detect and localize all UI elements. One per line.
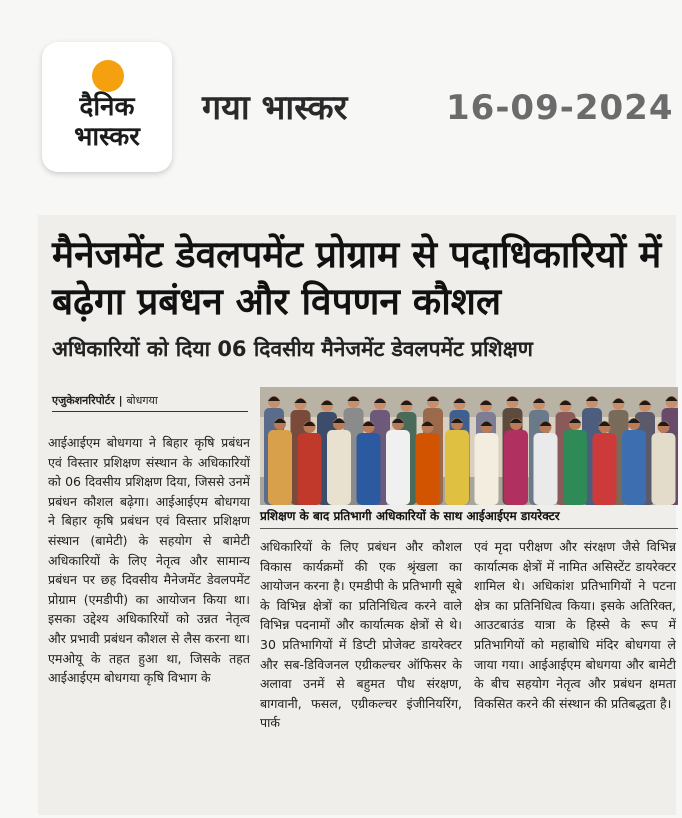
- logo-text-dainik: दैनिक: [79, 92, 135, 122]
- edition-date: 16-09-2024: [446, 88, 674, 128]
- photo-caption: प्रशिक्षण के बाद प्रतिभागी अधिकारियों के साथ आईआईएम डायरेक्टर: [260, 507, 678, 529]
- byline-reporter: एजुकेशनरिपोर्टर: [52, 394, 115, 407]
- logo-text-bhaskar: भास्कर: [74, 122, 140, 152]
- article-column-3: एवं मृदा परीक्षण और संरक्षण जैसे विभिन्न कार्यात्मक क्षेत्रों में नामित असिस्टेंट डायरेक्टर शामिल थे। अधिकांश प्रतिभागियों ने पटना क्षेत्र का प्रतिनिधित्व किया। इसके अतिरिक्त, आउटबाउंड यात्रा के हिस्से के रूप में प्रतिभागियों को महाबोधि मंदिर बोधगया ले जाया गया। आईआईएम बोधगया और बामेटी के बीच सहयोग नेतृत्व और प्रबंधन क्षमता विकसित करने की संस्थान की प्रतिबद्धता है।: [474, 539, 676, 711]
- article-subheadline: अधिकारियों को दिया 06 दिवसीय मैनेजमेंट डेवलपमेंट प्रशिक्षण: [52, 337, 533, 361]
- masthead-header: [0, 0, 682, 200]
- group-photo-illustration: [260, 387, 678, 505]
- article-column-1: आईआईएम बोधगया ने बिहार कृषि प्रबंधन एवं विस्तार प्रशिक्षण संस्थान के अधिकारियों को 06 दिवसीय प्रशिक्षण दिया, जिससे उनमें प्रबंधन कौशल बढ़ेगा। आईआईएम बोधगया ने बिहार कृषि प्रबंधन एवं विस्तार प्रशिक्षण संस्थान (बामेटी) के सहयोग से बामेटी अधिकारियों के लिए नेतृत्व और सामान्य प्रबंधन पर छह दिवसीय मैनेजमेंट डेवलपमेंट प्रोग्राम (एमडीपी) का आयोजन किया था। इसका उद्देश्य अधिकारियों को उन्नत नेतृत्व और प्रभावी प्रबंधन कौशल से लैस करना था। एमओयू के तहत हुआ था, जिसके तहत आईआईएम बोधगया कृषि विभाग के: [48, 435, 250, 686]
- article-headline: मैनेजमेंट डेवलपमेंट प्रोग्राम से पदाधिकारियों में बढ़ेगा प्रबंधन और विपणन कौशल: [52, 233, 662, 323]
- article-byline: एजुकेशनरिपोर्टर | बोधगया: [52, 393, 248, 412]
- sun-logo-icon: [92, 60, 124, 92]
- group-photo: [260, 387, 678, 505]
- edition-name: गया भास्कर: [202, 88, 348, 128]
- byline-place: बोधगया: [126, 394, 158, 407]
- dainik-bhaskar-logo: [42, 42, 172, 172]
- newspaper-clipping: [38, 215, 676, 815]
- article-column-2: अधिकारियों के लिए प्रबंधन और कौशल विकास कार्यक्रमों की एक श्रृंखला का आयोजन करना है। एमडीपी के प्रतिभागी सूबे के विभिन्न क्षेत्रों का प्रतिनिधित्व करने वाले विभिन्न पदनामों और कार्यात्मक क्षेत्रों से थे। 30 प्रतिभागियों में डिप्टी प्रोजेक्ट डायरेक्टर और सब-डिविजनल एग्रीकल्चर ऑफिसर के अलावा उनमें से बहुमत पौध संरक्षण, बागवानी, फसल, एग्रीकल्चर इंजीनियरिंग, पार्क: [260, 539, 462, 731]
